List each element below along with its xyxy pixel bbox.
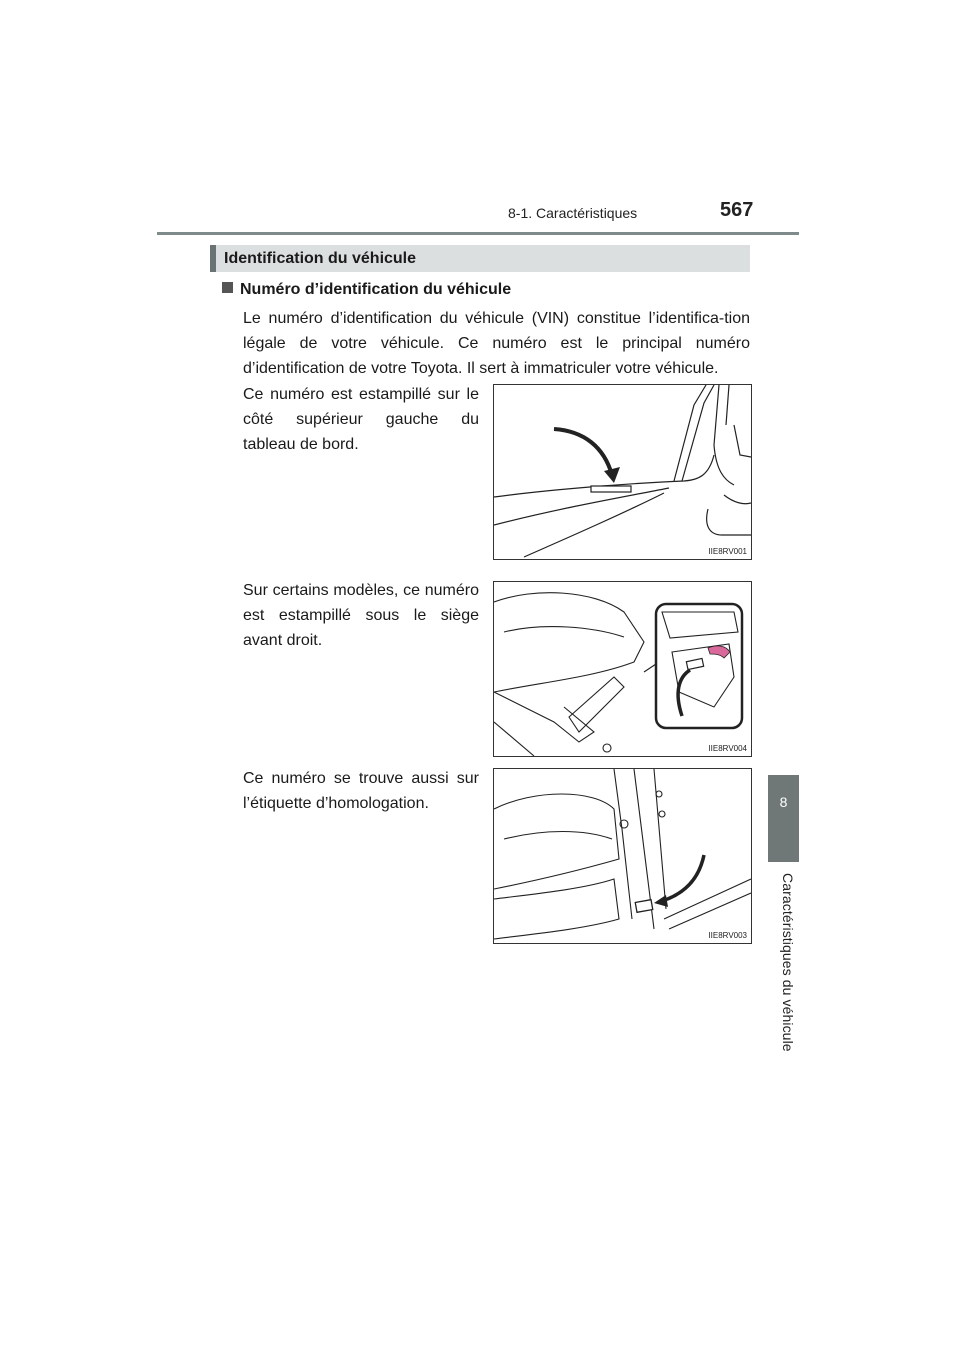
subheading <box>222 281 511 299</box>
chapter-tab-title: Caractéristiques du véhicule <box>780 873 796 1052</box>
arrow-icon <box>554 429 612 475</box>
header-divider <box>157 232 799 235</box>
item-text-label: Ce numéro se trouve aussi sur l’étiquette d’homologation. <box>243 770 479 812</box>
seat-illustration <box>494 582 751 756</box>
page-number: 567 <box>720 199 754 221</box>
vin-plate-shape <box>591 486 631 492</box>
header-section-title: 8-1. Caractéristiques <box>508 205 638 221</box>
figure-code: IIE8RV004 <box>708 744 747 753</box>
arrow-icon <box>662 855 704 901</box>
item-text-dashboard: Ce numéro est estampillé sur le côté supérieur gauche du tableau de bord. <box>243 386 479 453</box>
certification-label-shape <box>635 900 652 913</box>
figure-code: IIE8RV001 <box>708 547 747 556</box>
figure-code: IIE8RV003 <box>708 931 747 940</box>
dashboard-illustration <box>494 385 751 559</box>
chapter-tab-number: 8 <box>779 794 788 810</box>
section-title: Identification du véhicule <box>224 250 417 267</box>
figure-label-vin <box>493 768 752 944</box>
lead-paragraph: Le numéro d’identification du véhicule (VIN) constitue l’identifica-tion légale de votre véhicule. Ce numéro est le principal numéro d’identification de votre Toyota. Il sert à immatriculer votre véhicule. <box>243 310 750 377</box>
section-header-accent <box>210 245 216 272</box>
figure-seat-vin <box>493 581 752 757</box>
subheading-text: Numéro d’identification du véhicule <box>240 281 512 298</box>
door-pillar-illustration <box>494 769 751 943</box>
square-bullet-icon <box>222 282 233 293</box>
item-text-seat: Sur certains modèles, ce numéro est estampillé sous le siège avant droit. <box>243 582 479 649</box>
figure-dashboard-vin <box>493 384 752 560</box>
chapter-tab <box>768 775 799 862</box>
